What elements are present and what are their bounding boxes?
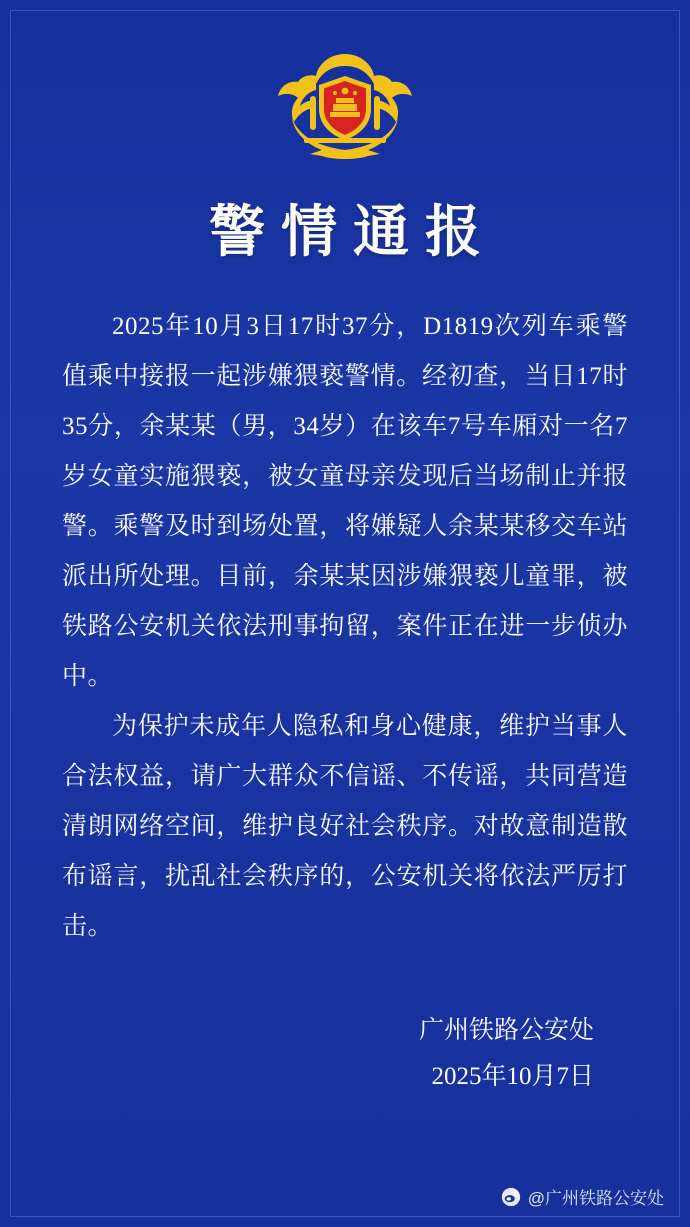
notice-body xyxy=(62,302,628,952)
emblem-container xyxy=(62,0,628,164)
weibo-icon xyxy=(501,1187,521,1207)
notice-paragraph-2: 为保护未成年人隐私和身心健康，维护当事人合法权益，请广大群众不信谣、不传谣，共同营造清朗网络空间，维护良好社会秩序。对故意制造散布谣言，扰乱社会秩序的，公安机关将依法严厉打击。 xyxy=(62,713,628,940)
notice-paragraph-1: 2025年10月3日17时37分，D1819次列车乘警值乘中接报一起涉嫌猥亵警情。经初查，当日17时35分，余某某（男，34岁）在该车7号车厢对一名7岁女童实施猥亵，被女童母亲发现后当场制止并报警。乘警及时到场处置，将嫌疑人余某某移交车站派出所处理。目前，余某某因涉嫌猥亵儿童罪，被铁路公安机关依法刑事拘留，案件正在进一步侦办中。 xyxy=(62,313,628,690)
police-emblem-icon xyxy=(270,46,420,164)
signature-organization: 广州铁路公安处 xyxy=(418,1017,594,1044)
page-title: 警情通报 xyxy=(209,202,497,264)
signature-date: 2025年10月7日 xyxy=(431,1063,594,1090)
watermark-account: @广州铁路公安处 xyxy=(527,1189,664,1208)
watermark-footer xyxy=(501,1184,664,1209)
signature-block xyxy=(62,1008,628,1100)
